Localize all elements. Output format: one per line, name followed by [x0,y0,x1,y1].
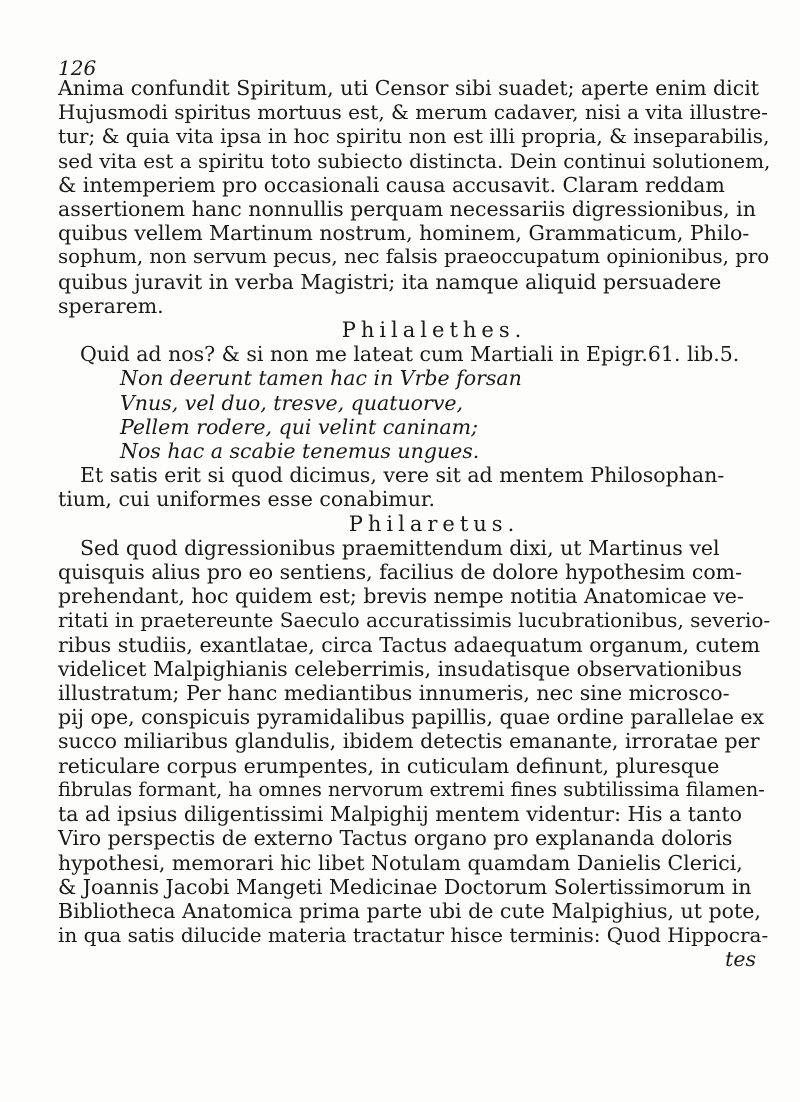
verse-line: Non deerunt tamen hac in Vrbe forsan [120,366,522,391]
text-line: Anima confundit Spiritum, uti Censor sibi suadet; aperte enim dicit [58,76,759,100]
text-line: pij ope, conspicuis pyramidalibus papillis, quae ordine parallelae ex [58,705,765,730]
verse-line: Pellem rodere, qui velint caninam; [120,414,478,439]
page-body [58,76,770,972]
text-line: videlicet Malpighianis celeberrimis, insudatisque observationibus [58,656,743,681]
text-line: quisquis alius pro eo sentiens, facilius de dolore hypothesim com- [58,560,743,585]
text-line: sophum, non servum pecus, nec falsis praeoccupatum opinionibus, pro [58,245,770,269]
text-line: Et satis erit si quod dicimus, vere sit ad mentem Philosophan- [80,463,725,488]
text-line: sperarem. [58,293,164,318]
verse-line: Vnus, vel duo, tresve, quatuorve, [120,390,464,415]
text-line: tur; & quia vita ipsa in hoc spiritu non est illi propria, & inseparabilis, [58,124,770,149]
text-line: ta ad ipsius diligentissimi Malpighij mentem videntur: His a tanto [58,802,742,827]
text-line: Hujusmodi spiritus mortuus est, & merum cadaver, nisi a vita illustre- [58,100,768,125]
text-line: quibus juravit in verba Magistri; ita namque aliquid persuadere [58,269,722,294]
text-line: prehendant, hoc quidem est; brevis nempe notitia Anatomicae ve- [58,584,744,609]
catchword: tes [725,947,756,972]
text-line: Bibliotheca Anatomica prima parte ubi de cute Malpighius, ut pote, [58,898,761,923]
text-line: quibus vellem Martinum nostrum, hominem, Grammaticum, Philo- [58,221,750,246]
speaker-heading: Philaretus. [348,511,520,536]
text-line: ribus studiis, exantlatae, circa Tactus adaequatum organum, cutem [58,632,761,657]
text-line: illustratum; Per hanc mediantibus innumeris, nec sine microsco- [58,681,730,706]
text-line: & Joannis Jacobi Mangeti Medicinae Doctorum Solertissimorum in [58,874,752,899]
text-line: fibrulas formant, ha omnes nervorum extremi fines subtilissima filamen- [58,777,765,801]
speaker-heading: Philalethes. [341,318,527,343]
text-line: ritati in praetereunte Saeculo accuratissimis lucubrationibus, severio- [58,608,771,633]
text-line: assertionem hanc nonnullis perquam necessariis digressionibus, in [58,197,756,222]
text-line: succo miliaribus glandulis, ibidem detectis emanante, irroratae per [58,729,760,754]
page-number: 126 [58,56,97,80]
text-line: Sed quod digressionibus praemittendum dixi, ut Martinus vel [80,535,720,560]
text-line: Viro perspectis de externo Tactus organo pro explananda doloris [58,826,733,851]
text-line: in qua satis dilucide materia tractatur hisce terminis: Quod Hippocra- [58,923,769,948]
text-line: tium, cui uniformes esse conabimur. [58,487,435,512]
text-line: reticulare corpus erumpentes, in cuticulam definunt, pluresque [58,753,720,778]
text-line: Quid ad nos? & si non me lateat cum Martiali in Epigr.61. lib.5. [80,342,740,367]
text-line: & intemperiem pro occasionali causa accusavit. Claram reddam [58,172,725,197]
verse-line: Nos hac a scabie tenemus ungues. [120,439,480,464]
text-line: sed vita est a spiritu toto subiecto distincta. Dein continui solutionem, [58,148,771,173]
text-line: hypothesi, memorari hic libet Notulam quamdam Danielis Clerici, [58,850,743,875]
